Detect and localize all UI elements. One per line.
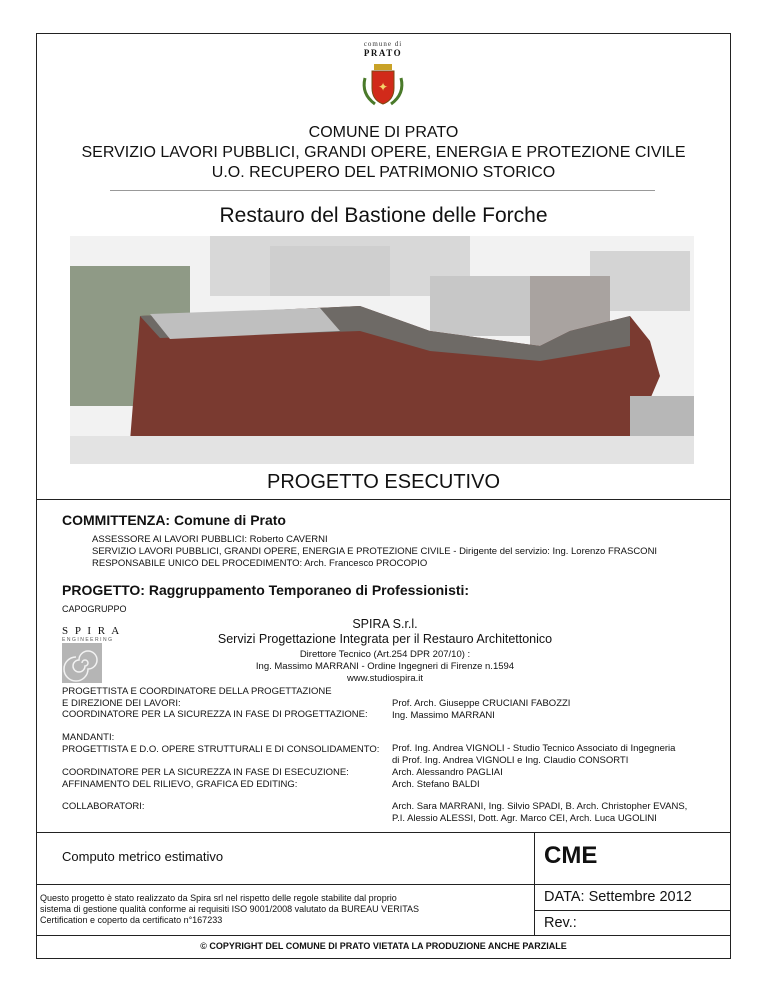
divider-2	[36, 832, 731, 833]
committenza-line-3: RESPONSABILE UNICO DEL PROCEDIMENTO: Arch. Francesco PROCOPIO	[92, 558, 428, 569]
role-2-right	[392, 743, 675, 766]
header-line-2: SERVIZIO LAVORI PUBBLICI, GRANDI OPERE, ENERGIA E PROTEZIONE CIVILE	[81, 144, 686, 161]
role-2-right-line-2: di Prof. Ing. Andrea VIGNOLI e Ing. Claudio CONSORTI	[392, 754, 629, 766]
logo-small-text: comune di	[363, 40, 403, 48]
role-2-left-line-2: PROGETTISTA E D.O. OPERE STRUTTURALI E DI CONSOLIDAMENTO:	[62, 743, 380, 755]
quality-note	[40, 893, 419, 926]
role-3-left-line-1: COORDINATORE PER LA SICUREZZA IN FASE DI ESECUZIONE:	[62, 767, 349, 778]
director-name: Ing. Massimo MARRANI - Ordine Ingegneri di Firenze n.1594	[255, 661, 515, 672]
header-line-3: U.O. RECUPERO DEL PATRIMONIO STORICO	[211, 164, 556, 181]
role-2-right-line-1: Prof. Ing. Andrea VIGNOLI - Studio Tecnico Associato di Ingegneria	[392, 743, 676, 754]
bastion-photo	[70, 236, 694, 464]
role-4-right-line-1: Arch. Sara MARRANI, Ing. Silvio SPADI, B. Arch. Christopher EVANS,	[392, 801, 688, 812]
spiral-icon	[62, 643, 102, 683]
header-line-1: COMUNE DI PRATO	[308, 124, 459, 141]
date-rev-divider	[534, 910, 731, 911]
role-1-left-line-3: COORDINATORE PER LA SICUREZZA IN FASE DI PROGETTAZIONE:	[62, 709, 368, 720]
divider-1	[36, 499, 731, 500]
document-type: Computo metrico estimativo	[62, 849, 224, 864]
phase-label: PROGETTO ESECUTIVO	[267, 471, 500, 493]
director-label: Direttore Tecnico (Art.254 DPR 207/10) :	[299, 649, 471, 660]
quality-line-3: Certification e coperto da certificato n°167233	[40, 915, 223, 925]
role-1-left-line-1: PROGETTISTA E COORDINATORE DELLA PROGETTAZIONE	[62, 686, 332, 697]
divider-3	[36, 884, 731, 885]
quality-line-2: sistema di gestione qualità conforme ai requisiti ISO 9001/2008 valutato da BUREAU VERITAS	[40, 904, 420, 914]
role-2-left-line-1: MANDANTI:	[62, 732, 115, 743]
document-code: CME	[544, 842, 598, 869]
project-title: Restauro del Bastione delle Forche	[219, 204, 548, 227]
copyright-notice: © COPYRIGHT DEL COMUNE DI PRATO VIETATA LA PRODUZIONE ANCHE PARZIALE	[200, 941, 567, 951]
comune-logo	[355, 40, 411, 115]
role-4-left	[62, 801, 145, 813]
role-3-right	[392, 767, 503, 790]
role-3-right-line-2: Arch. Stefano BALDI	[392, 778, 480, 790]
role-1-right-line-1: Prof. Arch. Giuseppe CRUCIANI FABOZZI	[392, 698, 571, 709]
capogruppo-label: CAPOGRUPPO	[62, 604, 127, 614]
committenza-heading: COMMITTENZA: Comune di Prato	[62, 512, 286, 528]
role-4-left-line-1: COLLABORATORI:	[62, 801, 145, 812]
committenza-line-1: ASSESSORE AI LAVORI PUBBLICI: Roberto CAVERNI	[92, 534, 328, 545]
document-date: DATA: Settembre 2012	[544, 889, 692, 905]
logo-city-text: PRATO	[363, 48, 403, 58]
role-3-left	[62, 767, 349, 790]
spira-logo	[62, 625, 132, 688]
role-1-left-line-2: E DIREZIONE DEI LAVORI:	[62, 697, 181, 709]
svg-text:✦: ✦	[377, 80, 389, 94]
role-2-left	[62, 732, 379, 755]
coat-of-arms-icon	[357, 58, 409, 110]
header-divider	[110, 190, 655, 191]
company-website[interactable]: www.studiospira.it	[346, 673, 424, 684]
company-name: SPIRA S.r.l.	[352, 617, 418, 631]
role-1-right	[392, 698, 570, 721]
progetto-heading: PROGETTO: Raggruppamento Temporaneo di Professionisti:	[62, 582, 470, 598]
role-1-right-line-2: Ing. Massimo MARRANI	[392, 709, 495, 721]
revision-label: Rev.:	[544, 915, 577, 931]
divider-4	[36, 935, 731, 936]
role-3-left-line-2: AFFINAMENTO DEL RILIEVO, GRAFICA ED EDITING:	[62, 778, 298, 790]
role-3-right-line-1: Arch. Alessandro PAGLIAI	[392, 767, 503, 778]
committenza-line-2: SERVIZIO LAVORI PUBBLICI, GRANDI OPERE, ENERGIA E PROTEZIONE CIVILE - Dirigente del servizio: Ing. Lorenzo FRASCONI	[92, 546, 658, 557]
role-4-right-line-2: P.I. Alessio ALESSI, Dott. Agr. Marco CEI, Arch. Luca UGOLINI	[392, 812, 657, 824]
role-1-left	[62, 686, 368, 721]
spira-logo-text: S P I R A	[62, 625, 122, 637]
spira-logo-subtext: ENGINEERING	[62, 637, 114, 643]
role-4-right	[392, 801, 687, 824]
quality-line-1: Questo progetto è stato realizzato da Spira srl nel rispetto delle regole stabilite dal proprio	[40, 893, 397, 903]
company-description: Servizi Progettazione Integrata per il Restauro Architettonico	[217, 632, 553, 646]
